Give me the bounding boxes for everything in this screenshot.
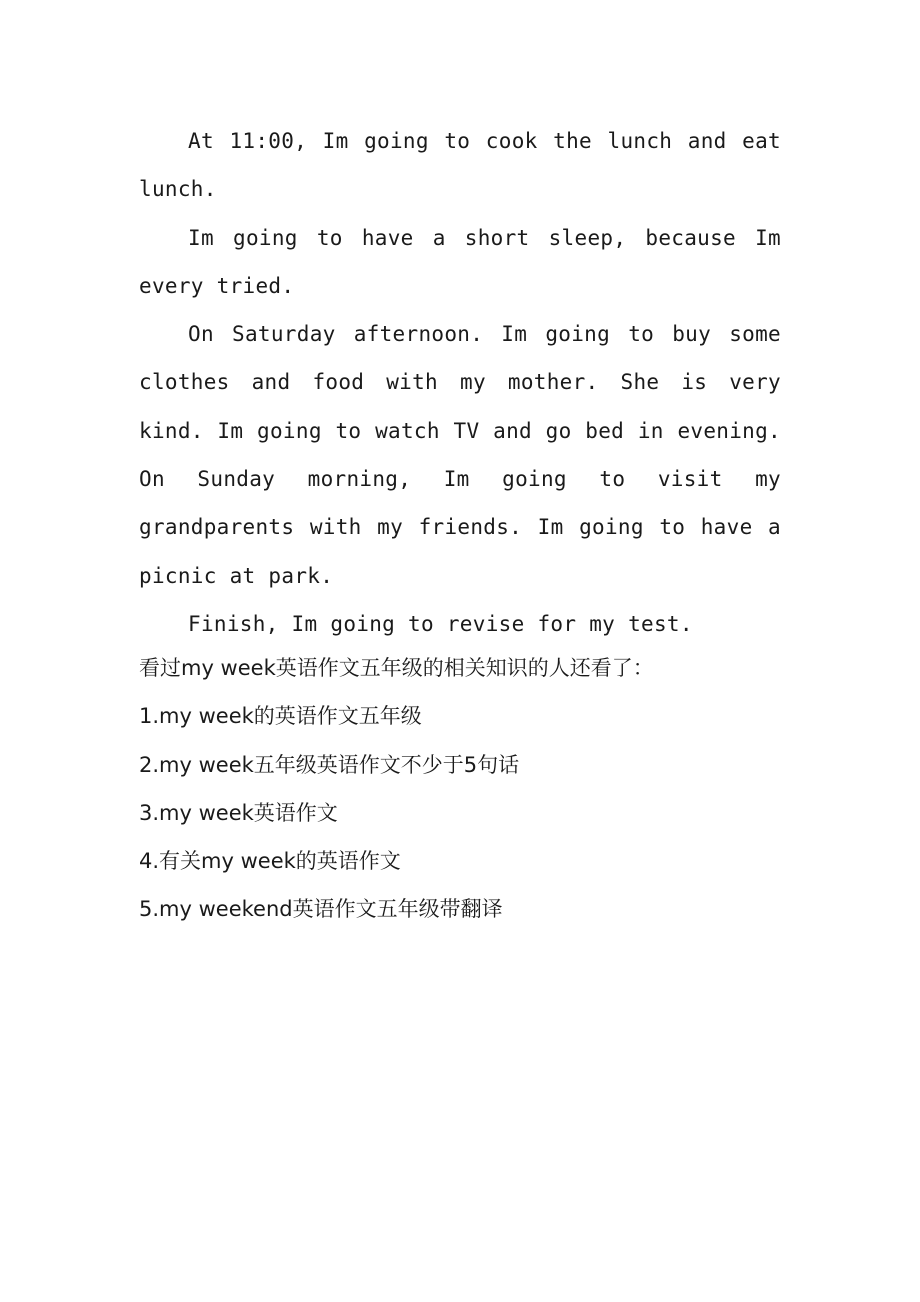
related-link-3[interactable]: 3.my week英语作文 [139,800,338,825]
related-item[interactable] [139,837,799,885]
essay-paragraph-1: At 11:00, Im going to cook the lunch and eat lunch. [139,129,781,202]
essay-paragraph-3: On Saturday afternoon. Im going to buy some clothes and food with my mother. She is very kind. Im going to watch TV and go bed in evening. On Sunday morning, Im going to visit my grandparents with my friends. Im going to have a picnic at park. [139,322,781,588]
related-list [139,692,799,933]
related-heading: 看过my week英语作文五年级的相关知识的人还看了： [139,656,654,680]
essay-paragraph-4: Finish, Im going to revise for my test. [188,611,693,636]
related-link-2[interactable]: 2.my week五年级英语作文不少于5句话 [139,752,520,777]
essay-paragraph-2: Im going to have a short sleep, because Im every tried. [139,225,781,298]
related-item[interactable] [139,885,799,933]
essay-body [139,117,781,648]
related-item[interactable] [139,741,799,789]
related-item[interactable] [139,692,799,740]
related-link-5[interactable]: 5.my weekend英语作文五年级带翻译 [139,897,503,922]
related-link-1[interactable]: 1.my week的英语作文五年级 [139,704,422,729]
related-item[interactable] [139,789,799,837]
related-articles [139,644,799,934]
related-link-4[interactable]: 4.有关my week的英语作文 [139,849,401,874]
